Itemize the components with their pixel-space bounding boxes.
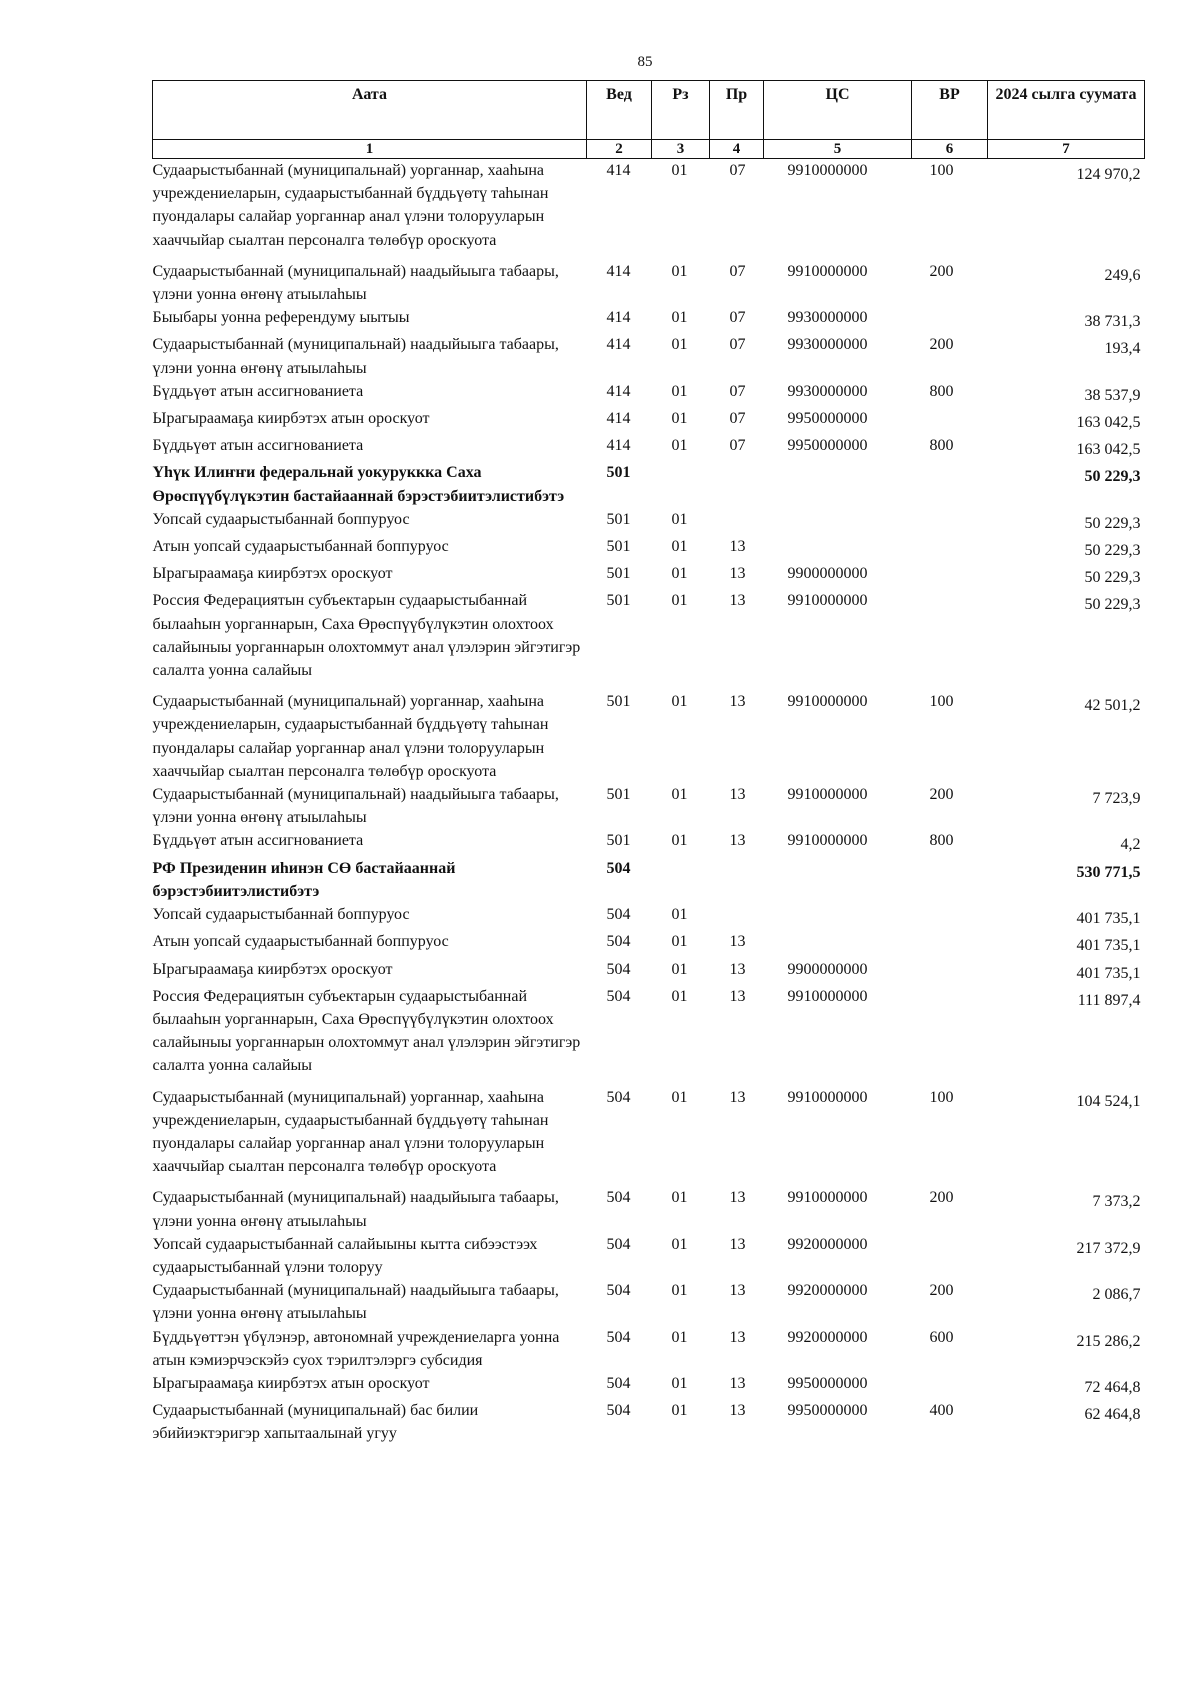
table-row [153,1086,1145,1187]
cell-name: Бүддьүөт атын ассигнованиета [152,382,364,400]
cell-pr: 07 [729,309,746,327]
cell-vr [912,930,988,957]
cell-sum: 50 229,3 [1084,514,1141,532]
cell-cs: 9910000000 [787,592,868,610]
cell-sum: 193,4 [1104,340,1141,358]
cell-vr: 100 [929,162,954,179]
cell-pr: 13 [729,538,746,556]
cell-pr: 07 [729,336,746,354]
table-row [153,407,1145,434]
cell-name: Уопсай судаарыстыбаннай боппуруос [152,510,410,528]
cell-ved: 504 [606,933,631,951]
cell-rz: 01 [671,1374,688,1392]
header-number: 1 [153,140,587,159]
cell-pr: 07 [729,410,746,428]
table-row [153,690,1145,783]
cell-sum: 215 286,2 [1076,1332,1141,1350]
cell-cs: 9950000000 [787,1402,868,1420]
cell-name: Судаарыстыбаннай (муниципальнай) наадыйыыга табаары, үлэни уонна өҥөнү атыылаһыы [152,1282,559,1323]
cell-rz: 01 [671,592,688,610]
cell-ved: 504 [606,1328,631,1346]
cell-pr: 13 [729,933,746,951]
cell-pr: 07 [729,437,746,455]
cell-pr: 13 [729,1328,746,1346]
cell-cs: 9900000000 [787,565,868,583]
cell-pr: 07 [729,382,746,400]
cell-rz: 01 [671,786,688,804]
header-number: 2 [587,140,652,159]
cell-ved: 501 [606,538,631,556]
cell-name: Россия Федерациятын субъектарын судаарыстыбаннай былааһын уорганнарын, Саха Өрөспүүбүлүкэтин олохтоох салайыныы уорганнарын олохтоммут анал үлэлэрин эйгэтигэр салалта уонна салайыы [152,987,581,1075]
cell-cs [764,857,912,903]
cell-vr [912,306,988,333]
cell-ved: 501 [606,565,631,583]
cell-ved: 414 [606,437,631,455]
cell-sum: 111 897,4 [1077,991,1141,1009]
cell-rz: 01 [671,933,688,951]
cell-vr: 800 [929,382,954,400]
cell-name: Судаарыстыбаннай (муниципальнай) наадыйыыга табаары, үлэни уонна өҥөнү атыылаһыы [152,336,559,377]
cell-cs [764,535,912,562]
cell-vr: 100 [929,693,954,711]
cell-vr [912,985,988,1086]
table-row [153,1233,1145,1279]
cell-name: Үһүк Илиҥҥи федеральнай уокуруккка Саха Өрөспүүбүлүкэтин бастайааннай бэрэстэбиитэлистибэтэ [152,464,565,505]
header-cs: ЦС [764,81,912,140]
table-row [153,1399,1145,1445]
page-number: 85 [637,54,653,70]
cell-name: Судаарыстыбаннай (муниципальнай) наадыйыыга табаары, үлэни уонна өҥөнү атыылаһыы [152,1189,559,1230]
header-number: 6 [912,140,988,159]
cell-sum: 163 042,5 [1076,441,1141,459]
cell-ved: 501 [606,786,631,804]
cell-sum: 7 373,2 [1092,1193,1141,1211]
cell-rz: 01 [671,565,688,583]
cell-cs: 9910000000 [787,987,868,1005]
cell-pr: 13 [729,1374,746,1392]
cell-pr: 13 [729,786,746,804]
cell-name: Атын уопсай судаарыстыбаннай боппуруос [152,933,449,951]
cell-pr: 13 [729,592,746,610]
header-number: 5 [764,140,912,159]
cell-pr [710,903,764,930]
cell-ved: 504 [606,1088,631,1106]
cell-rz: 01 [671,538,688,556]
cell-ved: 414 [606,262,631,280]
cell-vr: 200 [929,1282,954,1300]
table-header [153,81,1145,159]
cell-name: Бүддьүөт атын ассигнованиета [152,832,364,850]
cell-sum: 104 524,1 [1076,1092,1141,1110]
cell-sum: 50 229,3 [1084,569,1141,587]
header-number-row [153,140,1145,159]
cell-ved: 501 [606,693,631,711]
cell-rz: 01 [671,437,688,455]
cell-rz: 01 [671,832,688,850]
cell-ved: 504 [606,1402,631,1420]
cell-name: Ырагыраамаҕа киирбэтэх атын ороскуот [152,1374,430,1392]
header-number: 7 [988,140,1145,159]
cell-ved: 414 [606,309,631,327]
cell-rz [652,461,710,507]
cell-sum: 38 731,3 [1084,313,1141,331]
cell-ved: 501 [606,464,631,482]
cell-ved: 414 [606,336,631,354]
cell-sum: 62 464,8 [1084,1406,1141,1424]
cell-pr: 13 [729,987,746,1005]
cell-pr: 13 [729,832,746,850]
cell-sum: 401 735,1 [1076,937,1141,955]
cell-ved: 414 [606,162,631,179]
cell-rz: 01 [671,1328,688,1346]
table-row [153,1372,1145,1399]
table-row [153,434,1145,461]
table-row [153,1279,1145,1325]
cell-name: Атын уопсай судаарыстыбаннай боппуруос [152,538,449,556]
cell-pr: 07 [729,262,746,280]
cell-sum: 124 970,2 [1076,166,1141,183]
cell-cs: 9930000000 [787,309,868,327]
cell-rz: 01 [671,309,688,327]
cell-name: Судаарыстыбаннай (муниципальнай) наадыйыыга табаары, үлэни уонна өҥөнү атыылаһыы [152,786,559,827]
cell-vr [912,903,988,930]
cell-ved: 504 [606,906,631,924]
header-number: 4 [710,140,764,159]
cell-cs: 9920000000 [787,1328,868,1346]
cell-vr: 400 [929,1402,954,1420]
cell-cs: 9910000000 [787,693,868,711]
header-rz: Рз [652,81,710,140]
table-row [153,857,1145,903]
table-row [153,380,1145,407]
cell-vr [912,508,988,535]
table-row [153,461,1145,507]
cell-vr: 200 [929,786,954,804]
cell-sum: 249,6 [1104,266,1141,284]
cell-rz: 01 [671,1088,688,1106]
cell-rz: 01 [671,1189,688,1207]
cell-sum: 2 086,7 [1092,1286,1141,1304]
table-row [153,535,1145,562]
cell-rz: 01 [671,262,688,280]
cell-name: Ырагыраамаҕа киирбэтэх атын ороскуот [152,410,430,428]
cell-vr [912,857,988,903]
cell-cs: 9930000000 [787,382,868,400]
cell-pr: 13 [729,1189,746,1207]
cell-rz: 01 [671,336,688,354]
cell-cs: 9920000000 [787,1282,868,1300]
table-row [153,260,1145,306]
cell-rz: 01 [671,1282,688,1300]
cell-name: Бүддьүөттэн үбүлэнэр, автономнай учреждениеларга уонна атын кэмиэрчэскэйэ суох тэрилтэлэргэ субсидия [152,1328,560,1369]
cell-name: Бүддьүөт атын ассигнованиета [152,437,364,455]
cell-ved: 501 [606,832,631,850]
cell-cs [764,461,912,507]
header-row [153,81,1145,140]
cell-cs: 9950000000 [787,410,868,428]
cell-ved: 501 [606,510,631,528]
cell-vr: 200 [929,1189,954,1207]
cell-rz: 01 [671,987,688,1005]
cell-rz: 01 [671,906,688,924]
cell-ved: 504 [606,859,631,877]
cell-pr: 07 [729,162,746,179]
cell-sum: 217 372,9 [1076,1239,1141,1257]
cell-cs: 9910000000 [787,1088,868,1106]
cell-pr: 13 [729,693,746,711]
table-row [153,333,1145,379]
cell-vr: 100 [929,1088,954,1106]
cell-vr [912,407,988,434]
header-name: Аата [153,81,587,140]
cell-ved: 504 [606,1374,631,1392]
table-row [153,508,1145,535]
table-row [153,562,1145,589]
cell-pr [710,857,764,903]
table-row [153,159,1145,260]
cell-vr [912,958,988,985]
cell-sum: 401 735,1 [1076,910,1141,928]
cell-rz: 01 [671,1402,688,1420]
cell-pr: 13 [729,1235,746,1253]
cell-ved: 504 [606,1235,631,1253]
cell-sum: 530 771,5 [1076,863,1141,881]
cell-vr [912,562,988,589]
cell-vr: 200 [929,336,954,354]
cell-rz: 01 [671,960,688,978]
table-row [153,958,1145,985]
cell-sum: 163 042,5 [1076,414,1141,432]
cell-name: Ырагыраамаҕа киирбэтэх ороскуот [152,565,393,583]
header-ved: Вед [587,81,652,140]
table-row [153,985,1145,1086]
cell-ved: 504 [606,960,631,978]
table-row [153,306,1145,333]
cell-rz: 01 [671,382,688,400]
cell-name: Судаарыстыбаннай (муниципальнай) уорганнар, хааһына учреждениеларын, судаарыстыбаннай бүддьүөтү таһынан пуондалары салайар уорганнар анал үлэни толорууларын хааччыйар сыалтан персоналга төлөбүр ороскуота [152,693,549,780]
cell-ved: 504 [606,1189,631,1207]
cell-cs: 9910000000 [787,786,868,804]
cell-vr [912,461,988,507]
cell-name: Ырагыраамаҕа киирбэтэх ороскуот [152,960,393,978]
cell-cs [764,508,912,535]
cell-ved: 414 [606,382,631,400]
cell-name: Судаарыстыбаннай (муниципальнай) уорганнар, хааһына учреждениеларын, судаарыстыбаннай бүддьүөтү таһынан пуондалары салайар уорганнар анал үлэни толорууларын хааччыйар сыалтан персоналга төлөбүр ороскуота [152,162,549,249]
cell-vr [912,1372,988,1399]
cell-sum: 50 229,3 [1084,596,1141,614]
cell-sum: 42 501,2 [1084,697,1141,715]
cell-name: Судаарыстыбаннай (муниципальнай) бас билии эбийиэктэригэр хапытаалынай угуу [152,1402,479,1443]
table-row [153,783,1145,829]
cell-cs: 9920000000 [787,1235,868,1253]
cell-cs: 9930000000 [787,336,868,354]
cell-vr: 800 [929,832,954,850]
cell-rz: 01 [671,1235,688,1253]
cell-name: РФ Президенин иһинэн СӨ бастайааннай бэрэстэбиитэлистибэтэ [152,859,456,900]
cell-ved: 414 [606,410,631,428]
cell-rz: 01 [671,162,688,179]
cell-rz: 01 [671,410,688,428]
cell-ved: 504 [606,987,631,1005]
cell-cs: 9950000000 [787,437,868,455]
cell-rz [652,857,710,903]
cell-rz: 01 [671,510,688,528]
cell-sum: 4,2 [1120,836,1141,854]
cell-pr: 13 [729,1282,746,1300]
cell-vr: 200 [929,262,954,280]
cell-sum: 401 735,1 [1076,964,1141,982]
table-row [153,829,1145,856]
cell-vr [912,589,988,690]
cell-name: Россия Федерациятын субъектарын судаарыстыбаннай былааһын уорганнарын, Саха Өрөспүүбүлүкэтин олохтоох салайыныы уорганнарын олохтоммут анал үлэлэрин эйгэтигэр салалта уонна салайыы [152,592,581,680]
cell-vr: 600 [929,1328,954,1346]
cell-ved: 501 [606,592,631,610]
cell-cs: 9900000000 [787,960,868,978]
cell-cs: 9910000000 [787,1189,868,1207]
cell-name: Уопсай судаарыстыбаннай салайыыны кытта сибээстээх судаарыстыбаннай үлэни толоруу [152,1235,538,1276]
table-row [153,903,1145,930]
cell-name: Судаарыстыбаннай (муниципальнай) наадыйыыга табаары, үлэни уонна өҥөнү атыылаһыы [152,262,559,304]
budget-table [152,80,1145,1446]
cell-pr: 13 [729,1402,746,1420]
cell-sum: 50 229,3 [1084,468,1141,486]
cell-vr [912,535,988,562]
table-row [153,1326,1145,1372]
cell-pr: 13 [729,565,746,583]
cell-sum: 50 229,3 [1084,542,1141,560]
cell-sum: 72 464,8 [1084,1378,1141,1396]
cell-vr: 800 [929,437,954,455]
cell-cs [764,930,912,957]
cell-name: Быыбары уонна референдуму ыытыы [152,309,410,327]
header-pr: Пр [710,81,764,140]
cell-pr: 13 [729,1088,746,1106]
header-number: 3 [652,140,710,159]
table-row [153,930,1145,957]
cell-pr [710,461,764,507]
header-sum: 2024 сылга суумата [988,81,1145,140]
cell-cs: 9950000000 [787,1374,868,1392]
cell-rz: 01 [671,693,688,711]
table-body [153,159,1145,1446]
cell-ved: 504 [606,1282,631,1300]
cell-pr [710,508,764,535]
cell-sum: 7 723,9 [1092,790,1141,808]
cell-cs [764,903,912,930]
cell-cs: 9910000000 [787,262,868,280]
table-row [153,1186,1145,1232]
cell-vr [912,1233,988,1279]
cell-name: Уопсай судаарыстыбаннай боппуруос [152,906,410,924]
table-row [153,589,1145,690]
cell-sum: 38 537,9 [1084,386,1141,404]
cell-cs: 9910000000 [787,162,868,179]
cell-cs: 9910000000 [787,832,868,850]
cell-pr: 13 [729,960,746,978]
cell-name: Судаарыстыбаннай (муниципальнай) уорганнар, хааһына учреждениеларын, судаарыстыбаннай бүддьүөтү таһынан пуондалары салайар уорганнар анал үлэни толорууларын хааччыйар сыалтан персоналга төлөбүр ороскуота [152,1088,549,1176]
header-vr: ВР [912,81,988,140]
